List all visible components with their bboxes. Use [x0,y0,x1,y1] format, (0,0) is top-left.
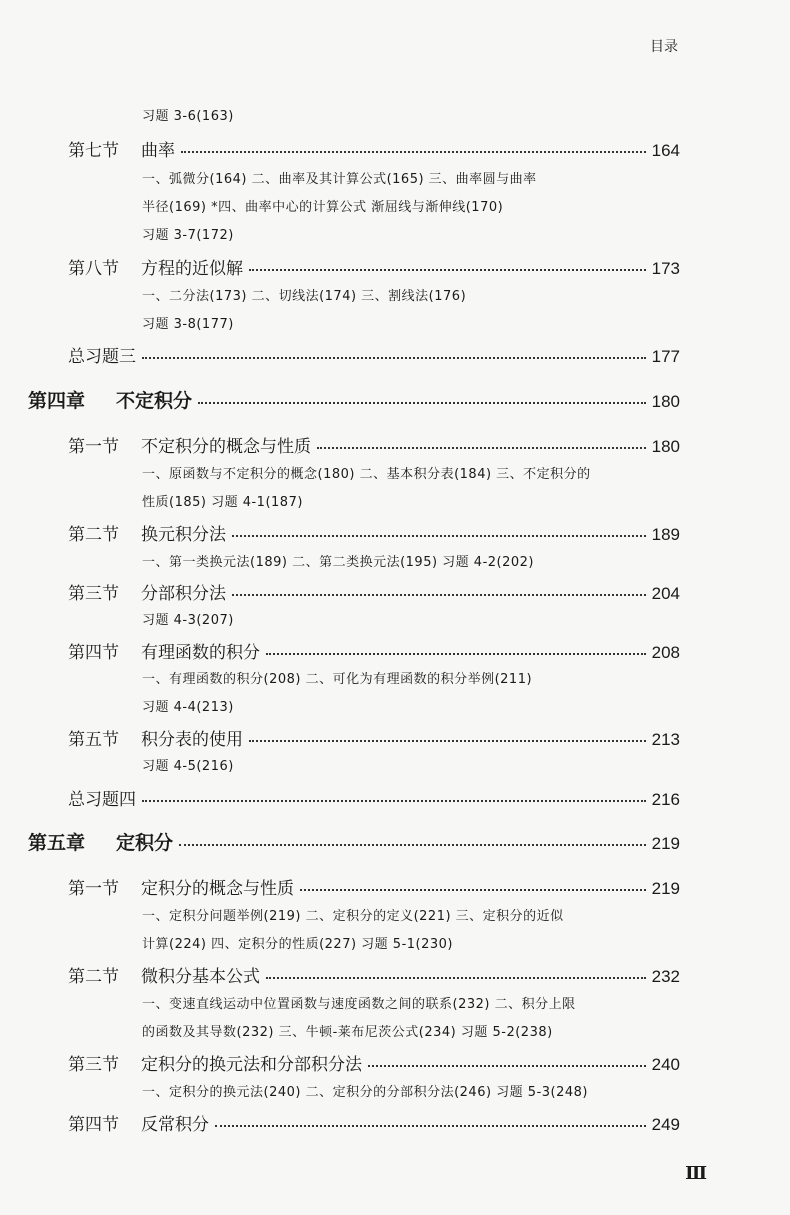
page-folio: Ⅲ [685,1163,706,1184]
toc-subitem: 性质(185) 习题 4-1(187) [142,495,303,510]
leader-dots [181,151,646,153]
section-title: 积分表的使用 [141,730,243,750]
section-title: 定积分的概念与性质 [141,879,294,899]
section-title: 曲率 [141,141,175,161]
leader-dots [232,535,646,537]
toc-subitem: 一、定积分的换元法(240) 二、定积分的分部积分法(246) 习题 5-3(248) [142,1085,588,1100]
toc-section[interactable] [68,725,680,750]
page-number: 213 [651,730,680,749]
toc-subitem: 习题 4-4(213) [142,700,234,715]
toc-chapter[interactable] [28,386,680,413]
page-number: 219 [651,834,680,853]
toc-subitem: 习题 3-8(177) [142,317,234,332]
running-header: 目录 [650,39,678,55]
toc-section[interactable] [68,254,680,279]
section-title: 不定积分的概念与性质 [141,437,311,457]
toc-subitem: 一、原函数与不定积分的概念(180) 二、基本积分表(184) 三、不定积分的 [142,467,591,482]
page-number: 204 [651,584,680,603]
toc-subitem: 习题 4-5(216) [142,759,234,774]
section-label: 第二节 [68,967,119,987]
page-number: 240 [651,1055,680,1074]
leader-dots [198,402,646,404]
section-label: 第一节 [68,437,119,457]
toc-section[interactable] [68,520,680,545]
leader-dots [179,844,646,846]
toc-subitem: 一、二分法(173) 二、切线法(174) 三、割线法(176) [142,289,467,304]
section-label: 第二节 [68,525,119,545]
chapter-label: 第四章 [28,390,86,412]
leader-dots [142,800,646,802]
section-title: 有理函数的积分 [141,643,260,663]
leader-dots [266,653,646,655]
toc-subitem: 半径(169) *四、曲率中心的计算公式 渐屈线与渐伸线(170) [142,200,504,215]
section-title: 微积分基本公式 [141,967,260,987]
section-label: 第七节 [68,141,119,161]
section-title: 方程的近似解 [141,259,243,279]
toc-section[interactable] [68,1110,680,1135]
section-label: 第一节 [68,879,119,899]
page-number: 164 [651,141,680,160]
toc-subitem: 习题 3-7(172) [142,228,234,243]
toc-chapter[interactable] [28,828,680,855]
page-number: 173 [651,259,680,278]
toc-subitem: 习题 4-3(207) [142,613,234,628]
summary-title: 总习题四 [68,790,136,810]
toc-section[interactable] [68,638,680,663]
leader-dots [368,1065,646,1067]
toc-subitem: 习题 3-6(163) [142,109,234,124]
page-number: 208 [651,643,680,662]
leader-dots [142,357,646,359]
page-number: 180 [651,392,680,411]
page-number: 219 [651,879,680,898]
section-label: 第三节 [68,1055,119,1075]
page-number: 180 [651,437,680,456]
page-number: 216 [651,790,680,809]
page-number: 177 [651,347,680,366]
toc-summary-exercises[interactable] [68,342,680,367]
toc-subitem: 计算(224) 四、定积分的性质(227) 习题 5-1(230) [142,937,453,952]
page-number: 189 [651,525,680,544]
leader-dots [249,269,646,271]
leader-dots [300,889,646,891]
section-title: 定积分的换元法和分部积分法 [141,1055,362,1075]
section-label: 第四节 [68,1115,119,1135]
toc-summary-exercises[interactable] [68,785,680,810]
toc-subitem: 一、定积分问题举例(219) 二、定积分的定义(221) 三、定积分的近似 [142,909,564,924]
page-number: 232 [651,967,680,986]
section-label: 第八节 [68,259,119,279]
toc-section[interactable] [68,1050,680,1075]
section-title: 分部积分法 [141,584,226,604]
leader-dots [317,447,646,449]
toc-subitem: 一、变速直线运动中位置函数与速度函数之间的联系(232) 二、积分上限 [142,997,576,1012]
toc-subitem: 一、有理函数的积分(208) 二、可化为有理函数的积分举例(211) [142,672,533,687]
chapter-title: 定积分 [116,832,174,854]
chapter-title: 不定积分 [116,390,193,412]
toc-section[interactable] [68,136,680,161]
section-label: 第五节 [68,730,119,750]
toc-section[interactable] [68,432,680,457]
toc-subitem: 的函数及其导数(232) 三、牛顿-莱布尼茨公式(234) 习题 5-2(238) [142,1025,553,1040]
toc-subitem: 一、第一类换元法(189) 二、第二类换元法(195) 习题 4-2(202) [142,555,534,570]
toc-section[interactable] [68,962,680,987]
section-label: 第四节 [68,643,119,663]
section-title: 换元积分法 [141,525,226,545]
summary-title: 总习题三 [68,347,136,367]
leader-dots [232,594,646,596]
section-label: 第三节 [68,584,119,604]
leader-dots [215,1125,646,1127]
page-number: 249 [651,1115,680,1134]
section-title: 反常积分 [141,1115,209,1135]
toc-subitem: 一、弧微分(164) 二、曲率及其计算公式(165) 三、曲率圆与曲率 [142,172,537,187]
leader-dots [266,977,646,979]
toc-section[interactable] [68,579,680,604]
chapter-label: 第五章 [28,832,86,854]
toc-section[interactable] [68,874,680,899]
leader-dots [249,740,646,742]
